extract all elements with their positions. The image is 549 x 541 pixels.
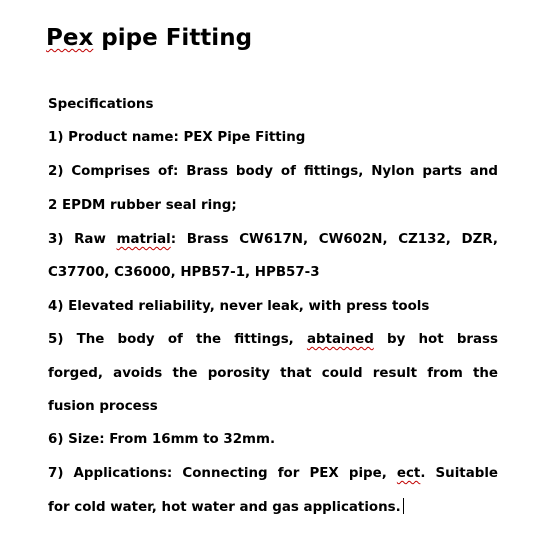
body-suffix: by hot brass	[373, 332, 498, 347]
raw-material-suffix: : Brass CW617N, CW602N, CZ132, DZR,	[170, 232, 498, 247]
misspelled-word-abtained: abtained	[306, 332, 374, 347]
spec-line-body-cont-1: forged, avoids the porosity that could result from the	[48, 366, 498, 381]
applications-suffix: . Suitable	[420, 466, 498, 481]
spec-line-applications	[48, 464, 498, 484]
title-misspelled-word: Pex	[46, 25, 94, 51]
spec-line-raw-material	[48, 230, 498, 250]
applications-cont-text: for cold water, hot water and gas applications.	[48, 500, 401, 515]
document-title	[46, 22, 252, 54]
spec-line-reliability: 4) Elevated reliability, never leak, with press tools	[48, 299, 430, 314]
spec-line-comprises: 2) Comprises of: Brass body of fittings, Nylon parts and	[48, 164, 498, 179]
spec-line-body-cont-2: fusion process	[48, 399, 158, 414]
text-cursor	[403, 498, 404, 514]
body-prefix: 5) The body of the fittings,	[48, 332, 307, 347]
spec-line-size: 6) Size: From 16mm to 32mm.	[48, 432, 276, 447]
misspelled-word-matrial: matrial	[116, 232, 171, 247]
spec-line-body	[48, 330, 498, 350]
raw-material-prefix: 3) Raw	[48, 232, 117, 247]
applications-prefix: 7) Applications: Connecting for PEX pipe,	[48, 466, 397, 481]
specifications-heading: Specifications	[48, 97, 154, 112]
misspelled-word-ect: ect	[396, 466, 421, 481]
spec-line-product-name: 1) Product name: PEX Pipe Fitting	[48, 130, 306, 145]
spec-line-applications-cont	[48, 498, 498, 518]
spec-line-raw-material-cont: C37700, C36000, HPB57-1, HPB57-3	[48, 265, 320, 280]
title-rest: pipe Fitting	[93, 25, 253, 51]
spec-line-comprises-cont: 2 EPDM rubber seal ring;	[48, 198, 237, 213]
